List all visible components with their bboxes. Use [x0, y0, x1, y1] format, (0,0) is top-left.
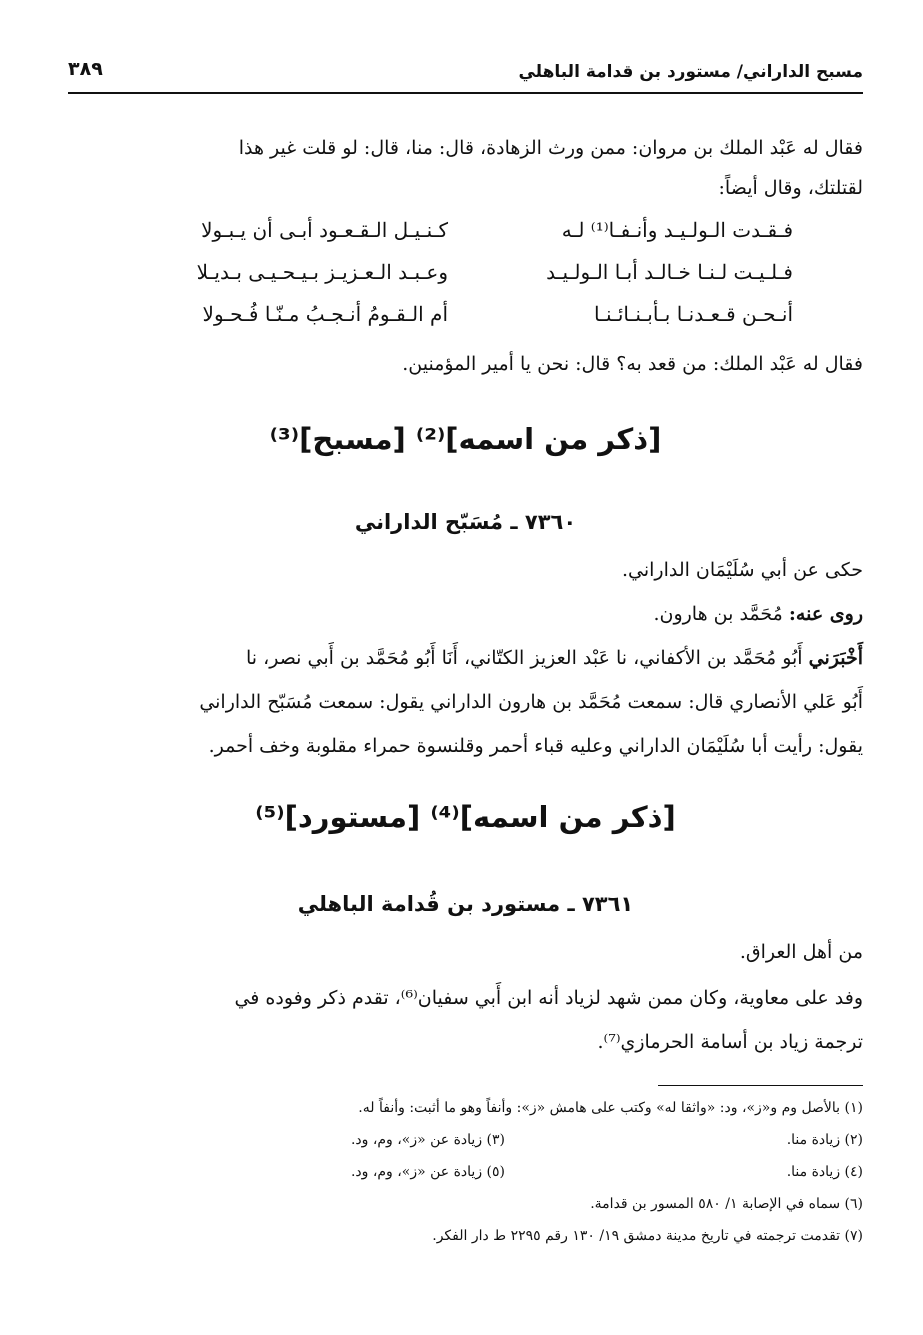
footnote: (٧) تقدمت ترجمته في تاريخ مدينة دمشق ١٩/ ١٣٠ رقم ٢٢٩٥ ط دار الفكر. [432, 1228, 863, 1244]
running-title: مسبح الداراني/ مستورد بن قدامة الباهلي [518, 62, 863, 82]
body-line: ترجمة زياد بن أسامة الحرمازي⁽⁷⁾. [597, 1031, 863, 1053]
body-line [68, 638, 863, 678]
footnote: (٢) زيادة منا. [786, 1132, 863, 1148]
isnad-label: أَخْبَرَني [808, 647, 863, 669]
entry-heading: ٧٣٦٠ ـ مُسَبّح الداراني [354, 510, 577, 534]
verse-hemistich-right: فـلـيـت لـنـا خـالـد أبـا الـولـيـد [546, 260, 793, 284]
footnote: (٥) زيادة عن «ز»، وم، ود. [350, 1164, 505, 1180]
body-line [68, 594, 863, 634]
footnote: (٣) زيادة عن «ز»، وم، ود. [350, 1132, 505, 1148]
narrator-text: مُحَمَّد بن هارون. [653, 603, 789, 625]
body-line: يقول: رأيت أبا سُلَيْمَان الداراني وعليه قباء أحمر وقلنسوة حمراء مقلوبة وخف أحمر. [208, 735, 863, 757]
verse-hemistich-right: فـقـدت الـولـيـد وأنـفـا⁽¹⁾ لـه [561, 218, 793, 242]
footnote: (١) بالأصل وم و«ز»، ود: «واثقا له» وكتب على هامش «ز»: وأنفاً وهو ما أثبت: وأنفاً له. [358, 1100, 863, 1116]
body-line: أَبُو عَلي الأنصاري قال: سمعت مُحَمَّد بن هارون الداراني يقول: سمعت مُسَبّح الداراني [199, 691, 863, 713]
body-line: فقال له عَبْد الملك بن مروان: ممن ورث الزهادة، قال: منا، قال: لو قلت غير هذا [238, 137, 863, 159]
page-header [68, 52, 863, 94]
body-line: من أهل العراق. [739, 941, 863, 963]
footnote: (٦) سماه في الإصابة ١/ ٥٨٠ المسور بن قدامة. [590, 1196, 863, 1212]
body-line: لقتلتك، وقال أيضاً: [718, 177, 863, 199]
verse-hemistich-left: كـنـيـل الـقـعـود أبـى أن يـبـولا [201, 218, 448, 242]
page-number: ٣٨٩ [68, 58, 103, 80]
section-heading: [ذكر من اسمه]⁽²⁾ [مسبح]⁽³⁾ [269, 422, 662, 456]
verse-hemistich-right: أنـحـن قـعـدنـا بـأبـنـائـنـا [594, 302, 793, 326]
isnad-text: أَبُو مُحَمَّد بن الأكفاني، نا عَبْد العزيز الكتّاني، أَنَا أَبُو مُحَمَّد بن أَبي نصر، نا [245, 647, 809, 669]
verse-hemistich-left: أم الـقـومُ أنـجـبُ مـنّـا فُـحـولا [202, 302, 448, 326]
body-line: حكى عن أبي سُلَيْمَان الداراني. [621, 559, 863, 581]
footnote: (٤) زيادة منا. [786, 1164, 863, 1180]
narrator-label: روى عنه: [788, 603, 863, 625]
entry-heading: ٧٣٦١ ـ مستورد بن قُدامة الباهلي [297, 892, 634, 916]
body-line: وفد على معاوية، وكان ممن شهد لزياد أنه ابن أَبي سفيان⁽⁶⁾، تقدم ذكر وفوده في [234, 987, 863, 1009]
body-line: فقال له عَبْد الملك: من قعد به؟ قال: نحن يا أمير المؤمنين. [402, 353, 863, 375]
verse-hemistich-left: وعـبـد الـعـزيـز بـيـحـيـى بـديـلا [196, 260, 448, 284]
footnote-divider [658, 1085, 863, 1086]
section-heading: [ذكر من اسمه]⁽⁴⁾ [مستورد]⁽⁵⁾ [255, 800, 676, 834]
